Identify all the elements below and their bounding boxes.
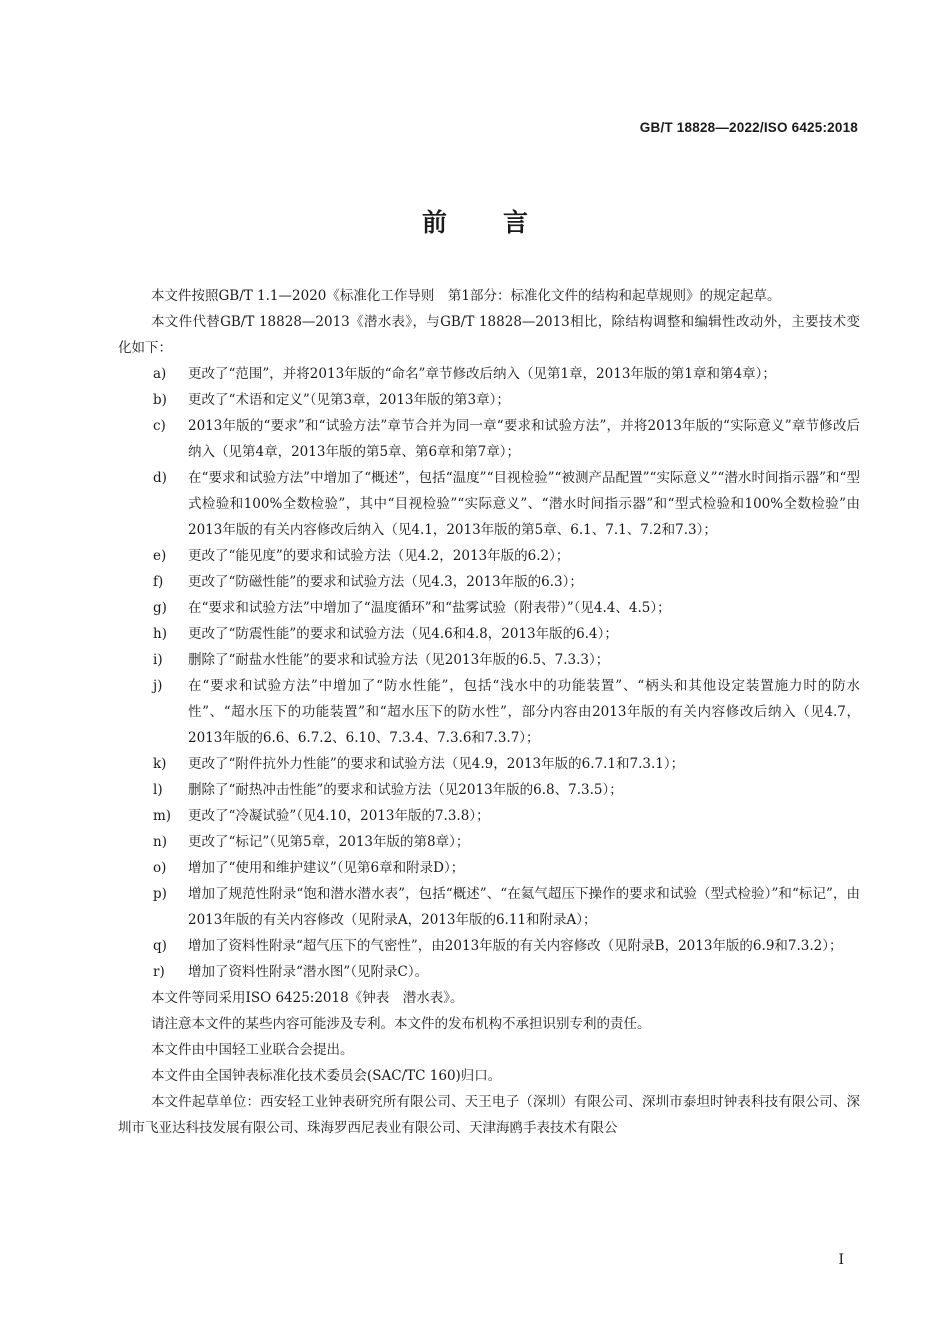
paragraph: 本文件代替GB/T 18828—2013《潜水表》，与GB/T 18828—2013相比，除结构调整和编辑性改动外，主要技术变化如下： [118,314,860,356]
list-item [118,647,860,673]
list-item-text: 增加了规范性附录“饱和潜水潜水表”，包括“概述”、“在氦气超压下操作的要求和试验（型式检验）”和“标记”，由2013年版的有关内容修改（见附录A，2013年版的6.11和附录A）； [188,886,860,928]
paragraph: 请注意本文件的某些内容可能涉及专利。本文件的发布机构不承担识别专利的责任。 [151,1016,651,1032]
list-item [118,803,860,829]
list-item [118,465,860,543]
list-item [118,751,860,777]
standard-number-header: GB/T 18828—2022/ISO 6425:2018 [639,120,858,135]
list-marker: i) [153,652,163,668]
list-marker: g) [153,600,167,616]
list-item-text: 更改了“范围”，并将2013年版的“命名”章节修改后纳入（见第1章，2013年版的第1章和第4章）； [188,366,776,382]
list-marker: b) [153,392,167,408]
list-item-text: 增加了“使用和维护建议”（见第6章和附录D）； [188,860,465,876]
list-marker: l) [153,782,163,798]
list-item [118,959,860,985]
list-item [118,569,860,595]
paragraph: 本文件按照GB/T 1.1—2020《标准化工作导则 第1部分：标准化文件的结构和起草规则》的规定起草。 [151,288,781,304]
list-item [118,829,860,855]
foreword-body [118,283,860,1141]
list-marker: e) [153,548,167,564]
list-item [118,595,860,621]
list-item [118,855,860,881]
page-number: I [838,1252,844,1268]
list-item-text: 更改了“冷凝试验”（见4.10，2013年版的7.3.8）； [188,808,490,824]
list-item-text: 增加了资料性附录“超气压下的气密性”，由2013年版的有关内容修改（见附录B，2013年版的6.9和7.3.2）； [188,938,843,954]
list-item [118,933,860,959]
list-marker: f) [153,574,164,590]
list-item [118,673,860,751]
list-item [118,361,860,387]
list-marker: h) [153,626,167,642]
list-item-text: 更改了“术语和定义”（见第3章，2013年版的第3章）； [188,392,510,408]
list-item [118,777,860,803]
list-item [118,543,860,569]
list-marker: r) [153,964,165,980]
list-item-text: 增加了资料性附录“潜水图”（见附录C）。 [188,964,429,980]
list-item [118,387,860,413]
list-item [118,881,860,933]
list-item-text: 在“要求和试验方法”中增加了“温度循环”和“盐雾试验（附表带）”（见4.4、4.5）； [188,600,671,616]
list-item-text: 更改了“标记”（见第5章，2013年版的第8章）； [188,834,470,850]
paragraph: 本文件等同采用ISO 6425:2018《钟表 潜水表》。 [151,990,464,1006]
list-marker: m) [153,808,172,824]
list-item-text: 删除了“耐盐水性能”的要求和试验方法（见2013年版的6.5、7.3.3）； [188,652,610,668]
list-marker: c) [153,418,166,434]
list-item-text: 更改了“防磁性能”的要求和试验方法（见4.3，2013年版的6.3）； [188,574,583,590]
list-item-text: 删除了“耐热冲击性能”的要求和试验方法（见2013年版的6.8、7.3.5）； [188,782,623,798]
list-item-text: 在“要求和试验方法”中增加了“概述”，包括“温度”“目视检验”“被测产品配置”“实际意义”“潜水时间指示器”和“型式检验和100%全数检验”，其中“目视检验”“实际意义”、“潜水时间指示器”和“型式检验和100%全数检验”由2013年版的有关内容修改后纳入（见4.1，2013年版的第5章、6.1、7.1、7.2和7.3）； [188,470,860,538]
list-item-text: 更改了“能见度”的要求和试验方法（见4.2，2013年版的6.2）； [188,548,570,564]
list-marker: p) [153,886,167,902]
list-marker: j) [153,678,163,694]
list-marker: q) [153,938,167,954]
list-item-text: 更改了“防震性能”的要求和试验方法（见4.6和4.8，2013年版的6.4）； [188,626,618,642]
paragraph: 本文件由中国轻工业联合会提出。 [151,1042,354,1058]
list-marker: a) [153,366,167,382]
list-item-text: 2013年版的“要求”和“试验方法”章节合并为同一章“要求和试验方法”，并将2013年版的“实际意义”章节修改后纳入（见第4章，2013年版的第5章、第6章和第7章）； [188,418,860,460]
list-item-text: 在“要求和试验方法”中增加了“防水性能”，包括“浅水中的功能装置”、“柄头和其他设定装置施力时的防水性”、“超水压下的功能装置”和“超水压下的防水性”，部分内容由2013年版的有关内容修改后纳入（见4.7，2013年版的6.6、6.7.2、6.10、7.3.4、7.3.6和7.3.7）； [188,678,860,746]
list-marker: k) [153,756,167,772]
list-item [118,621,860,647]
page-title: 前言 [421,208,584,237]
paragraph: 本文件起草单位：西安轻工业钟表研究所有限公司、天王电子（深圳）有限公司、深圳市泰坦时钟表科技有限公司、深圳市飞亚达科技发展有限公司、珠海罗西尼表业有限公司、天津海鸥手表技术有限公 [118,1094,860,1136]
list-item [118,413,860,465]
paragraph: 本文件由全国钟表标准化技术委员会(SAC/TC 160)归口。 [151,1068,502,1084]
list-marker: n) [153,834,167,850]
list-marker: d) [153,470,167,486]
list-item-text: 更改了“附件抗外力性能”的要求和试验方法（见4.9，2013年版的6.7.1和7.3.1）； [188,756,685,772]
list-marker: o) [153,860,167,876]
